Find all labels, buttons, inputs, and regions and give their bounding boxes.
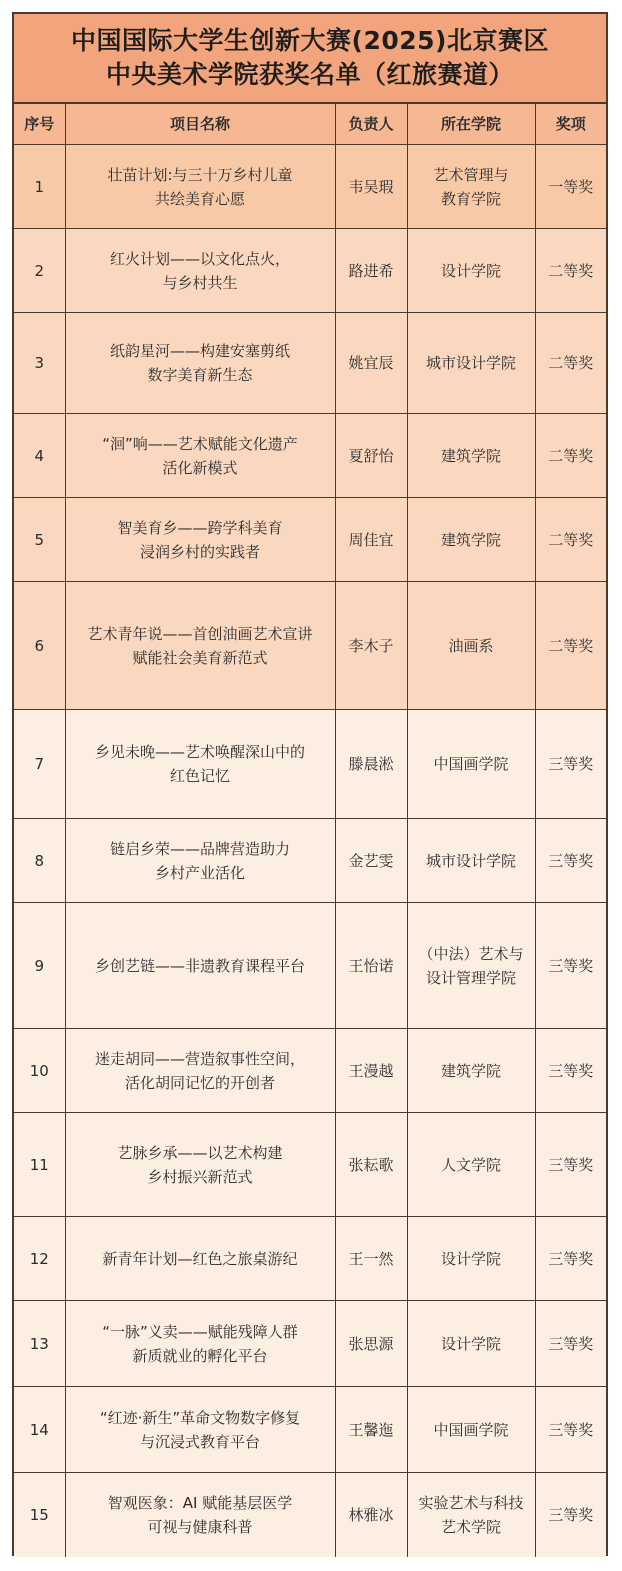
cell-project xyxy=(65,819,335,903)
cell-project-line: 艺脉乡承——以艺术构建 xyxy=(117,1143,283,1162)
cell-school xyxy=(407,1113,535,1217)
header-award: 奖项 xyxy=(535,104,606,145)
cell-school xyxy=(407,1301,535,1387)
header-index: 序号 xyxy=(14,104,65,145)
cell-project xyxy=(65,229,335,313)
cell-index: 13 xyxy=(14,1301,65,1387)
cell-leader: 王漫越 xyxy=(335,1029,407,1113)
cell-award: 三等奖 xyxy=(535,1029,606,1113)
cell-award: 二等奖 xyxy=(535,229,606,313)
table-row xyxy=(14,498,606,582)
cell-school xyxy=(407,313,535,414)
cell-index: 15 xyxy=(14,1473,65,1557)
table-row xyxy=(14,903,606,1029)
cell-project xyxy=(65,710,335,819)
cell-project-line: 乡见未晚——艺术唤醒深山中的 xyxy=(94,743,305,761)
cell-project-line: 乡村振兴新范式 xyxy=(147,1167,253,1186)
cell-project-line: 与沉浸式教育平台 xyxy=(139,1432,260,1451)
cell-project xyxy=(65,1473,335,1557)
cell-project xyxy=(65,1217,335,1301)
table-row xyxy=(14,313,606,414)
header-leader: 负责人 xyxy=(335,104,407,145)
cell-award: 二等奖 xyxy=(535,582,606,710)
table-row xyxy=(14,582,606,710)
cell-leader: 林雅冰 xyxy=(335,1473,407,1557)
cell-project-line: 壮苗计划:与三十万乡村儿童 xyxy=(107,165,293,184)
table-row xyxy=(14,710,606,819)
cell-award: 三等奖 xyxy=(535,1217,606,1301)
cell-project-line: 活化胡同记忆的开创者 xyxy=(124,1073,275,1092)
header-row xyxy=(14,104,606,145)
cell-school xyxy=(407,819,535,903)
cell-award: 一等奖 xyxy=(535,145,606,229)
cell-leader: 王怡诺 xyxy=(335,903,407,1029)
header-school: 所在学院 xyxy=(407,104,535,145)
cell-project-line: 智观医象：AI 赋能基层医学 xyxy=(107,1493,293,1512)
cell-project-line: 迷走胡同——营造叙事性空间， xyxy=(94,1049,305,1068)
cell-leader: 周佳宜 xyxy=(335,498,407,582)
cell-project-line: 数字美育新生态 xyxy=(147,366,253,384)
title-line-2: 中央美术学院获奖名单（红旅赛道） xyxy=(105,60,514,89)
cell-project-line: 艺术青年说——首创油画艺术宣讲 xyxy=(87,624,313,643)
cell-project-line: 可视与健康科普 xyxy=(147,1517,253,1536)
cell-leader: 王一然 xyxy=(335,1217,407,1301)
cell-project-line: 浸润乡村的实践者 xyxy=(139,542,260,561)
cell-school xyxy=(407,229,535,313)
cell-school xyxy=(407,1387,535,1473)
cell-school xyxy=(407,414,535,498)
cell-project-line: 智美育乡——跨学科美育 xyxy=(117,518,283,537)
table-row xyxy=(14,1217,606,1301)
cell-award: 三等奖 xyxy=(535,1473,606,1557)
cell-index: 1 xyxy=(14,145,65,229)
cell-school-line: 设计学院 xyxy=(440,1249,501,1268)
cell-school-line: 建筑学院 xyxy=(440,446,501,465)
cell-leader: 韦吴瑕 xyxy=(335,145,407,229)
cell-school-line: 设计学院 xyxy=(440,261,501,280)
header-project: 项目名称 xyxy=(65,104,335,145)
cell-project-line: 纸韵星河——构建安塞剪纸 xyxy=(109,342,290,360)
cell-leader: 夏舒怡 xyxy=(335,414,407,498)
table-row xyxy=(14,1029,606,1113)
table-row xyxy=(14,229,606,313)
cell-project xyxy=(65,313,335,414)
cell-leader: 王馨迤 xyxy=(335,1387,407,1473)
cell-award: 三等奖 xyxy=(535,1301,606,1387)
cell-index: 2 xyxy=(14,229,65,313)
cell-school-line: 中国画学院 xyxy=(433,1420,509,1439)
cell-school xyxy=(407,145,535,229)
cell-leader: 路进希 xyxy=(335,229,407,313)
cell-school-line: 建筑学院 xyxy=(440,530,501,549)
cell-award: 三等奖 xyxy=(535,903,606,1029)
cell-school-line: 城市设计学院 xyxy=(425,354,516,372)
cell-project xyxy=(65,1301,335,1387)
cell-school-line: 设计学院 xyxy=(440,1334,501,1353)
table-body xyxy=(14,145,606,1557)
award-table xyxy=(14,104,606,1557)
cell-leader: 李木子 xyxy=(335,582,407,710)
cell-award: 二等奖 xyxy=(535,313,606,414)
cell-index: 11 xyxy=(14,1113,65,1217)
award-sheet xyxy=(12,12,608,1556)
table-row xyxy=(14,145,606,229)
cell-project-line: 新青年计划—红色之旅桌游纪 xyxy=(102,1249,298,1268)
title-line-1: 中国国际大学生创新大赛(2025)北京赛区 xyxy=(71,26,549,55)
title-banner xyxy=(14,14,606,104)
cell-project xyxy=(65,1113,335,1217)
cell-index: 4 xyxy=(14,414,65,498)
cell-leader: 张思源 xyxy=(335,1301,407,1387)
table-row xyxy=(14,414,606,498)
table-row xyxy=(14,1113,606,1217)
cell-school-line: 实验艺术与科技 xyxy=(418,1493,524,1512)
cell-project-line: “红迹·新生”革命文物数字修复 xyxy=(99,1408,301,1427)
cell-index: 14 xyxy=(14,1387,65,1473)
cell-project-line: 乡创艺链——非遗教育课程平台 xyxy=(94,956,305,975)
cell-project-line: 红色记忆 xyxy=(169,767,230,785)
cell-award: 三等奖 xyxy=(535,1387,606,1473)
cell-index: 9 xyxy=(14,903,65,1029)
cell-index: 5 xyxy=(14,498,65,582)
cell-index: 6 xyxy=(14,582,65,710)
cell-project-line: 共绘美育心愿 xyxy=(154,189,245,208)
cell-school xyxy=(407,903,535,1029)
cell-school xyxy=(407,582,535,710)
cell-project xyxy=(65,582,335,710)
cell-award: 二等奖 xyxy=(535,414,606,498)
table-row xyxy=(14,1473,606,1557)
cell-school xyxy=(407,1029,535,1113)
cell-index: 10 xyxy=(14,1029,65,1113)
table-row xyxy=(14,1387,606,1473)
cell-index: 8 xyxy=(14,819,65,903)
cell-project-line: 活化新模式 xyxy=(162,458,238,477)
cell-project-line: “一脉”义卖——赋能残障人群 xyxy=(102,1322,298,1341)
cell-project-line: “洄”响——艺术赋能文化遗产 xyxy=(102,434,298,453)
cell-leader: 滕晨淞 xyxy=(335,710,407,819)
cell-school xyxy=(407,1473,535,1557)
cell-award: 三等奖 xyxy=(535,710,606,819)
cell-project-line: 新质就业的孵化平台 xyxy=(132,1346,268,1365)
table-row xyxy=(14,1301,606,1387)
cell-school-line: 艺术学院 xyxy=(440,1517,501,1536)
cell-project xyxy=(65,1387,335,1473)
cell-school xyxy=(407,1217,535,1301)
cell-index: 7 xyxy=(14,710,65,819)
cell-school-line: 艺术管理与 xyxy=(433,165,509,184)
cell-project xyxy=(65,498,335,582)
cell-school-line: 人文学院 xyxy=(440,1155,501,1174)
cell-project xyxy=(65,145,335,229)
cell-project-line: 赋能社会美育新范式 xyxy=(132,648,268,667)
cell-school xyxy=(407,710,535,819)
cell-school xyxy=(407,498,535,582)
cell-project xyxy=(65,1029,335,1113)
cell-project-line: 红火计划——以文化点火， xyxy=(109,249,290,268)
cell-school-line: 设计管理学院 xyxy=(425,968,516,987)
cell-award: 二等奖 xyxy=(535,498,606,582)
cell-project xyxy=(65,903,335,1029)
cell-school-line: （中法）艺术与 xyxy=(418,944,524,963)
cell-index: 3 xyxy=(14,313,65,414)
cell-award: 三等奖 xyxy=(535,819,606,903)
cell-project-line: 链启乡荣——品牌营造助力 xyxy=(109,839,290,858)
cell-project-line: 与乡村共生 xyxy=(162,273,238,292)
cell-leader: 姚宜辰 xyxy=(335,313,407,414)
cell-school-line: 城市设计学院 xyxy=(425,851,516,870)
cell-leader: 金艺雯 xyxy=(335,819,407,903)
cell-school-line: 中国画学院 xyxy=(433,755,509,773)
cell-project-line: 乡村产业活化 xyxy=(154,863,245,882)
cell-school-line: 建筑学院 xyxy=(440,1061,501,1080)
table-row xyxy=(14,819,606,903)
cell-project xyxy=(65,414,335,498)
cell-leader: 张耘歌 xyxy=(335,1113,407,1217)
cell-index: 12 xyxy=(14,1217,65,1301)
cell-school-line: 油画系 xyxy=(448,636,494,655)
cell-award: 三等奖 xyxy=(535,1113,606,1217)
cell-school-line: 教育学院 xyxy=(440,189,501,208)
